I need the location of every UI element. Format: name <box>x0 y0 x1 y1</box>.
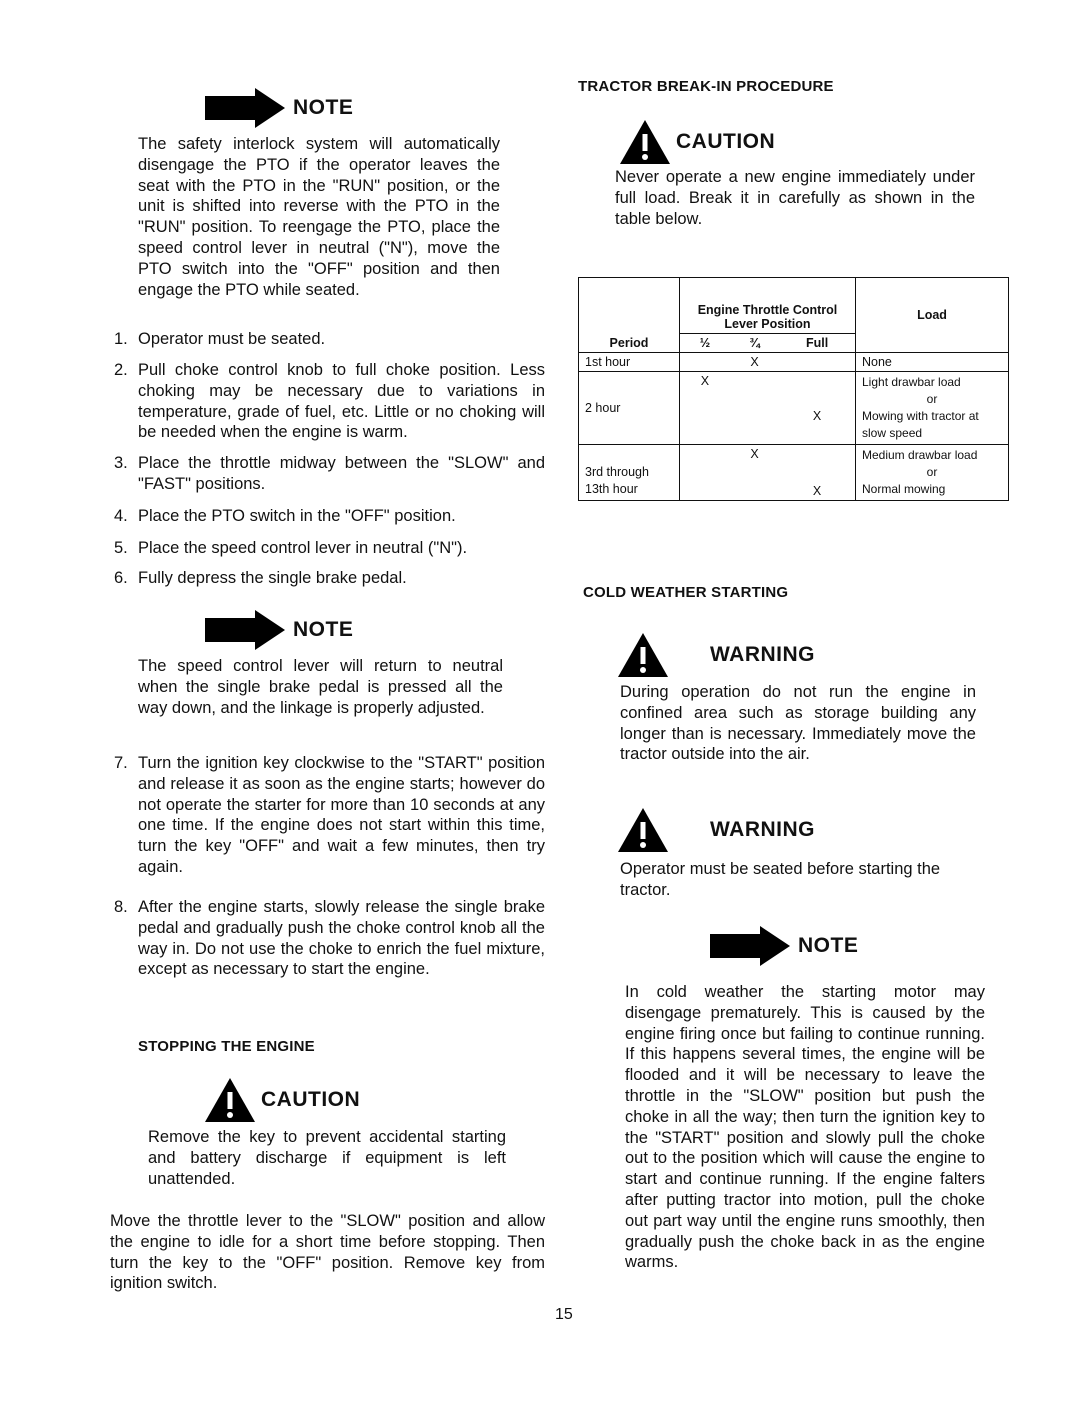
note-heading: NOTE <box>710 926 858 966</box>
warning-triangle-icon <box>620 120 670 164</box>
header-three-quarter: ¾ <box>730 334 779 353</box>
step-6: 6. Fully depress the single brake pedal. <box>114 569 407 587</box>
break-in-table <box>578 277 1009 501</box>
table-row: 3rd through 13th hour X X Medium drawbar load or Normal mowing <box>579 445 1009 501</box>
warning-heading: WARNING <box>618 808 815 852</box>
arrow-icon <box>710 926 792 966</box>
step-1: 1. Operator must be seated. <box>114 330 326 348</box>
caution-heading: CAUTION <box>205 1078 360 1122</box>
step-7: 7. Turn the ignition key clockwise to the "START" position and release it as soon as the engine starts; however do not operate the starter for more than 10 seconds at any one time. If the engine does not start within this time, turn the key "OFF" and wait a few minutes, then try again. <box>114 754 545 876</box>
header-half: ½ <box>680 334 730 353</box>
caution-text: Remove the key to prevent accidental starting and battery discharge if equipment is left unattended. <box>148 1128 506 1188</box>
section-heading: STOPPING THE ENGINE <box>138 1038 315 1055</box>
section-heading: COLD WEATHER STARTING <box>583 584 789 601</box>
page-number: 15 <box>555 1306 573 1323</box>
step-3: 3. Place the throttle midway between the "SLOW" and "FAST" positions. <box>114 454 545 493</box>
warning-heading: WARNING <box>618 633 815 677</box>
warning-triangle-icon <box>618 633 668 677</box>
warning-triangle-icon <box>205 1078 255 1122</box>
note-heading: NOTE <box>205 88 353 128</box>
step-5: 5. Place the speed control lever in neutral ("N"). <box>114 539 468 557</box>
arrow-icon <box>205 610 287 650</box>
caution-text: Never operate a new engine immediately under full load. Break it in carefully as shown in the table below. <box>615 168 975 228</box>
table-row: 2 hour X X Light drawbar load or Mowing with tractor at slow speed <box>579 372 1009 445</box>
stopping-text: Move the throttle lever to the "SLOW" position and allow the engine to idle for a short time before stopping. Then turn the key to the "OFF" position. Remove key from ignition switch. <box>110 1212 545 1293</box>
section-heading: TRACTOR BREAK-IN PROCEDURE <box>578 78 834 95</box>
arrow-icon <box>205 88 287 128</box>
step-2: 2. Pull choke control knob to full choke position. Less choking may be necessary due to variations in temperature, grade of fuel, etc. Little or no choking will be needed when the engine is warm. <box>114 361 545 442</box>
warning-text: Operator must be seated before starting the tractor. <box>620 860 941 899</box>
header-load: Load <box>856 278 1009 353</box>
caution-heading: CAUTION <box>620 120 775 164</box>
table-row: 1st hour X None <box>579 353 1009 372</box>
warning-triangle-icon <box>618 808 668 852</box>
warning-text: During operation do not run the engine in confined area such as storage building any longer than is necessary. Immediately move the tractor outside into the air. <box>620 683 976 764</box>
note-text: The speed control lever will return to neutral when the single brake pedal is pressed all the way down, and the linkage is properly adjusted. <box>138 657 503 717</box>
note-text: The safety interlock system will automatically disengage the PTO if the operator leaves the seat with the PTO in the "RUN" position, or the unit is shifted into reverse with the PTO in the "RUN" position. To reengage the PTO, place the speed control lever in neutral ("N"), move the PTO switch into the "OFF" position and then engage the PTO while seated. <box>138 135 500 299</box>
step-4: 4. Place the PTO switch in the "OFF" position. <box>114 507 456 525</box>
note-heading: NOTE <box>205 610 353 650</box>
header-throttle: Engine Throttle Control Lever Position <box>680 278 856 334</box>
header-full: Full <box>779 334 855 353</box>
step-8: 8. After the engine starts, slowly release the single brake pedal and gradually push the choke control knob all the way in. Do not use the choke to enrich the fuel mixture, except as necessary to start the engine. <box>114 898 545 979</box>
note-text: In cold weather the starting motor may disengage prematurely. This is caused by the engine firing once but failing to continue running. If this happens several times, the engine will be flooded and it will be necessary to leave the throttle in the "SLOW" position but push the choke in all the way; then turn the ignition key to the "START" position and slowly pull the choke out to the position which will cause the engine to start and continue running. If the engine falters after putting tractor into motion, pull the choke out part way until the engine runs smoothly, then gradually push the choke back in as the engine warms. <box>625 983 985 1272</box>
header-period: Period <box>579 278 680 353</box>
